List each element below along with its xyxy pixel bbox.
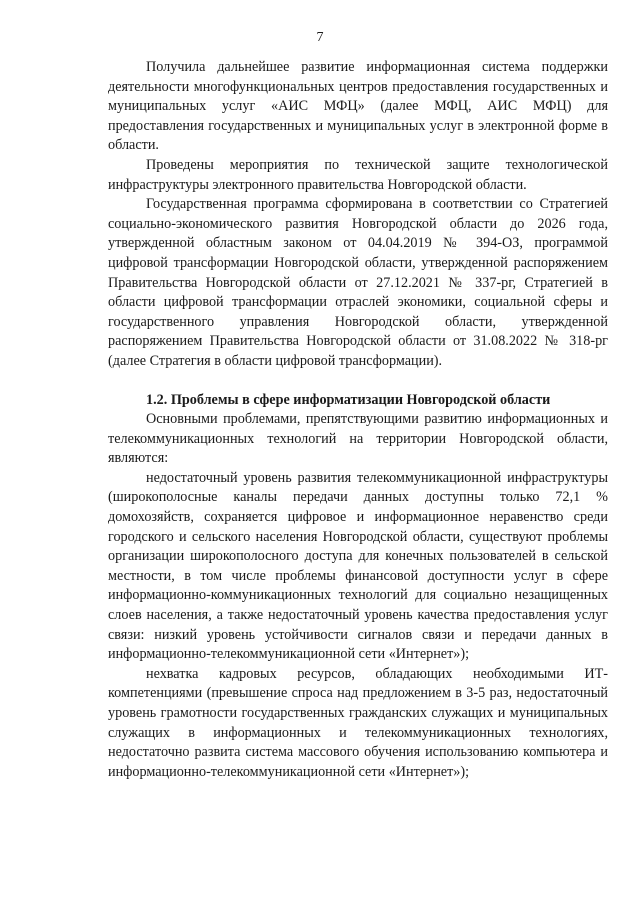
paragraph: Государственная программа сформирована в соответствии со Стратегией социально-экономического развития Новгородской области до 2026 года, утвержденной областным законом от 04.04.2019 № 394-ОЗ, программой цифровой трансформации Новгородской области, утвержденной распоряжением Правительства Новгородской области от 27.12.2021 № 337-рг, Стратегией в области цифровой трансформации отраслей экономики, социальной сферы и государственного управления Новгородской области, утвержденной распоряжением Правительства Новгородской области от 31.08.2022 № 318-рг (далее Стратегия в области цифровой трансформации).: [108, 196, 608, 369]
paragraph: Основными проблемами, препятствующими развитию информационных и телекоммуникационных технологий на территории Новгородской области, являются:: [108, 411, 608, 467]
paragraph: Проведены мероприятия по технической защите технологической инфраструктуры электронного правительства Новгородской области.: [108, 156, 608, 193]
page-number: 7: [316, 30, 324, 45]
document-body: [108, 58, 608, 782]
list-item-paragraph: нехватка кадровых ресурсов, обладающих необходимыми ИТ-компетенциями (превышение спроса над предложением в 3-5 раз, недостаточный уровень грамотности государственных гражданских служащих и муниципальных служащих в информационных и телекоммуникационных технологиях, недостаточно развита система массового обучения использованию компьютера и информационно-телекоммуникационной сети «Интернет»);: [108, 665, 608, 780]
paragraph: Получила дальнейшее развитие информационная система поддержки деятельности многофункциональных центров предоставления государственных и муниципальных услуг «АИС МФЦ» (далее МФЦ, АИС МФЦ) для предоставления государственных и муниципальных услуг в электронной форме в области.: [108, 59, 608, 154]
list-item-paragraph: недостаточный уровень развития телекоммуникационной инфраструктуры (широкополосные каналы передачи данных доступны только 72,1 % домохозяйств, сохраняется цифровое и информационное неравенство среди городского и сельского населения Новгородской области, существуют проблемы организации широкополосного доступа для конечных пользователей в сельской местности, в том числе проблемы финансовой доступности услуг в сфере информационно-коммуникационных технологий для социально незащищенных слоев населения, а также недостаточный уровень качества предоставления услуг связи: низкий уровень устойчивости сигналов связи и передачи данных в информационно-телекоммуникационной сети «Интернет»);: [108, 469, 608, 663]
section-heading: 1.2. Проблемы в сфере информатизации Новгородской области: [146, 391, 551, 408]
